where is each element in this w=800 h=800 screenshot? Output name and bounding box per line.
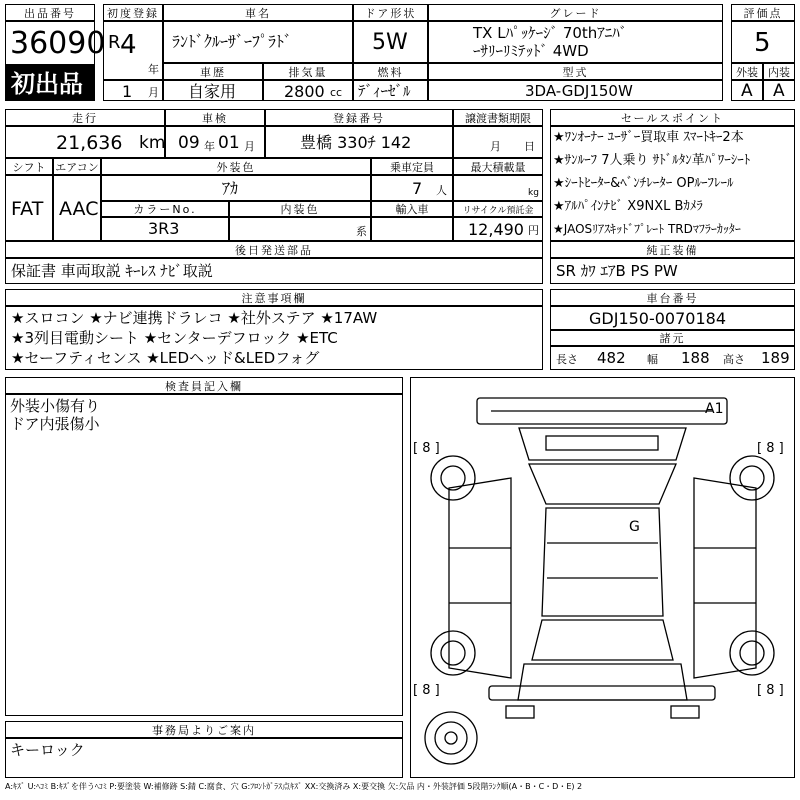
selling-point-2: ★ｻﾝﾙｰﾌ 7人乗り ｻﾄﾞﾙﾀﾝ革ﾊﾟﾜｰｼｰﾄ — [553, 153, 751, 168]
exterior-grade-label: 外装 — [731, 63, 763, 80]
displacement: 2800 — [284, 82, 325, 101]
note-line-2: ★3列目電動シート ★センターデフロック ★ETC — [11, 329, 338, 347]
first-reg-year: 4 — [120, 30, 137, 60]
fuel: ﾃﾞｨｰｾﾞﾙ — [358, 82, 411, 100]
standard-equipment-label: 純正装備 — [550, 241, 795, 258]
mileage-label: 走行 — [5, 109, 165, 126]
mark-a1: A1 — [705, 401, 724, 417]
score-cell — [731, 21, 795, 63]
grade-cell — [428, 21, 723, 63]
legend: A:ｷｽﾞ U:ﾍｺﾐ B:ｷｽﾞを伴うﾍｺﾐ P:要塗装 W:補修跡 S:錆 C:腐食、穴 G:ﾌﾛﾝﾄｶﾞﾗｽ点ｷｽﾞ XX:交換済み X:要交換 欠:欠品 内・外装評価 5段階ﾗﾝｸ順(A・B・C・D・E) 2 — [5, 782, 583, 791]
color-no-label: カラーNo. — [101, 201, 229, 217]
mark-tire-front-left: [ 8 ] — [413, 441, 440, 456]
interior-color-label: 内装色 — [229, 201, 371, 217]
first-reg-cell — [103, 21, 163, 80]
height: 189 — [761, 349, 790, 367]
car-name: ﾗﾝﾄﾞｸﾙｰｻﾞｰﾌﾟﾗﾄﾞ — [172, 32, 293, 51]
score: 5 — [754, 28, 771, 58]
model-cell — [428, 80, 723, 101]
month-unit: 月 — [148, 86, 159, 99]
capacity-label: 乗車定員 — [371, 158, 453, 175]
era: R — [108, 32, 121, 53]
history: 自家用 — [188, 82, 237, 101]
selling-points-cell — [550, 126, 795, 241]
notes-cell — [5, 306, 543, 370]
office-cell — [5, 738, 403, 778]
chassis-cell — [550, 306, 795, 330]
displacement-unit: cc — [330, 86, 343, 99]
model: 3DA-GDJ150W — [525, 82, 633, 100]
selling-point-5: ★JAOSﾘｱｽｷｯﾄﾞﾌﾟﾚｰﾄ TRDﾏﾌﾗｰｶｯﾀｰ — [553, 222, 741, 236]
grade-line-2: ｰｻﾘｰﾘﾐﾃｯﾄﾞ 4WD — [473, 42, 589, 60]
displacement-cell — [263, 80, 353, 101]
recycle-cell — [453, 217, 543, 241]
car-diagram — [410, 377, 795, 778]
selling-point-4: ★ｱﾙﾊﾟｲﾝﾅﾋﾞ X9NXL Bｶﾒﾗ — [553, 199, 703, 214]
mileage-unit: km — [139, 133, 166, 153]
transfer-month-unit: 月 — [490, 140, 501, 153]
mark-tire-front-right: [ 8 ] — [757, 441, 784, 456]
interior-grade-cell — [763, 80, 795, 101]
interior-color-cell — [229, 217, 371, 241]
selling-points-label: セールスポイント — [550, 109, 795, 126]
mileage-cell — [5, 126, 165, 158]
max-load-label: 最大積載量 — [453, 158, 543, 175]
recycle-unit: 円 — [528, 224, 539, 237]
door-label: ドア形状 — [353, 4, 428, 21]
interior-color-unit: 系 — [356, 225, 367, 238]
shift: FAT — [11, 198, 44, 220]
standard-equipment-cell — [550, 258, 795, 284]
capacity: 7 — [412, 179, 423, 198]
exterior-color-cell — [101, 175, 371, 201]
mark-g: G — [629, 519, 640, 535]
exterior-grade: A — [741, 81, 753, 101]
inspector-label: 検査員記入欄 — [5, 377, 403, 394]
color-no: 3R3 — [148, 219, 180, 238]
registration-label: 登録番号 — [265, 109, 453, 126]
width-label: 幅 — [647, 353, 658, 366]
first-listing-badge — [5, 65, 95, 101]
inspection-year: 09 — [178, 133, 200, 153]
fuel-cell — [353, 80, 428, 101]
car-name-cell — [163, 21, 353, 63]
recycle-label: リサイクル預託金 — [453, 201, 543, 217]
office-label: 事務局よりご案内 — [5, 721, 403, 738]
inspection-year-unit: 年 — [204, 140, 215, 153]
inspection-month: 01 — [218, 133, 240, 153]
length-label: 長さ — [556, 353, 578, 366]
model-label: 型式 — [428, 63, 723, 80]
year-unit: 年 — [148, 63, 159, 76]
first-reg-month: 1 — [122, 82, 133, 101]
grade-label: グレード — [428, 4, 723, 21]
dims-cell — [550, 346, 795, 370]
inspector-line-2: ドア内張傷小 — [10, 415, 100, 433]
inspection-cell — [165, 126, 265, 158]
car-diagram-svg — [411, 378, 794, 777]
first-listing-text: 初出品 — [11, 70, 83, 98]
mileage: 21,636 — [56, 132, 123, 154]
door-cell — [353, 21, 428, 63]
length: 482 — [597, 349, 626, 367]
door-type: 5W — [372, 30, 408, 55]
later-parts: 保証書 車両取説 ｷｰﾚｽ ﾅﾋﾞ取説 — [11, 262, 213, 280]
registration: 豊橋 330ﾁ 142 — [300, 133, 412, 152]
chassis-label: 車台番号 — [550, 289, 795, 306]
import-cell — [371, 217, 453, 241]
first-reg-month-cell — [103, 80, 163, 101]
max-load-cell — [453, 175, 543, 201]
height-label: 高さ — [723, 353, 745, 366]
history-label: 車歴 — [163, 63, 263, 80]
interior-grade-label: 内装 — [763, 63, 795, 80]
max-load-unit: kg — [528, 188, 539, 198]
registration-cell — [265, 126, 453, 158]
exterior-color-label: 外装色 — [101, 158, 371, 175]
selling-point-1: ★ﾜﾝｵｰﾅｰ ﾕｰｻﾞｰ買取車 ｽﾏｰﾄｷｰ2本 — [553, 130, 744, 145]
inspector-line-1: 外装小傷有り — [10, 397, 101, 415]
later-parts-label: 後日発送部品 — [5, 241, 543, 258]
exterior-color: ｱｶ — [222, 179, 239, 198]
inspection-month-unit: 月 — [244, 140, 255, 153]
import-label: 輸入車 — [371, 201, 453, 217]
shift-cell — [5, 175, 53, 241]
displacement-label: 排気量 — [263, 63, 353, 80]
interior-grade: A — [773, 81, 785, 101]
mark-tire-rear-left: [ 8 ] — [413, 683, 440, 698]
note-line-3: ★セーフティセンス ★LEDヘッド&LEDフォグ — [11, 349, 320, 367]
listing-number-label: 出品番号 — [5, 4, 95, 21]
transfer-day-unit: 日 — [524, 140, 535, 153]
inspection-label: 車検 — [165, 109, 265, 126]
grade-line-1: TX Lﾊﾟｯｹｰｼﾞ 70thｱﾆﾊﾞ — [473, 24, 628, 42]
capacity-unit: 人 — [436, 184, 447, 197]
note-line-1: ★スロコン ★ナビ連携ドラレコ ★社外ステア ★17AW — [11, 309, 378, 327]
history-cell — [163, 80, 263, 101]
ac: AAC — [59, 198, 99, 220]
listing-number: 36090 — [10, 26, 106, 61]
inspector-cell — [5, 394, 403, 716]
recycle: 12,490 — [468, 220, 524, 239]
ac-label: エアコン — [53, 158, 101, 175]
fuel-label: 燃料 — [353, 63, 428, 80]
transfer-label: 譲渡書類期限 — [453, 109, 543, 126]
transfer-cell — [453, 126, 543, 158]
notes-label: 注意事項欄 — [5, 289, 543, 306]
listing-number-cell — [5, 21, 106, 65]
later-parts-cell — [5, 258, 543, 284]
capacity-cell — [371, 175, 453, 201]
first-reg-label: 初度登録 — [103, 4, 163, 21]
standard-equipment: SR ｶﾜ ｴｱB PS PW — [556, 262, 678, 280]
ac-cell — [53, 175, 101, 241]
mark-tire-rear-right: [ 8 ] — [757, 683, 784, 698]
office-note: キーロック — [10, 741, 85, 759]
shift-label: シフト — [5, 158, 53, 175]
chassis-number: GDJ150-0070184 — [589, 309, 727, 328]
selling-point-3: ★ｼｰﾄﾋｰﾀｰ&ﾍﾞﾝﾁﾚｰﾀｰ OPﾙｰﾌﾚｰﾙ — [553, 176, 734, 191]
car-name-label: 車名 — [163, 4, 353, 21]
width: 188 — [681, 349, 710, 367]
dims-label: 諸元 — [550, 330, 795, 346]
score-label: 評価点 — [731, 4, 795, 21]
color-no-cell — [101, 217, 229, 241]
exterior-grade-cell — [731, 80, 763, 101]
